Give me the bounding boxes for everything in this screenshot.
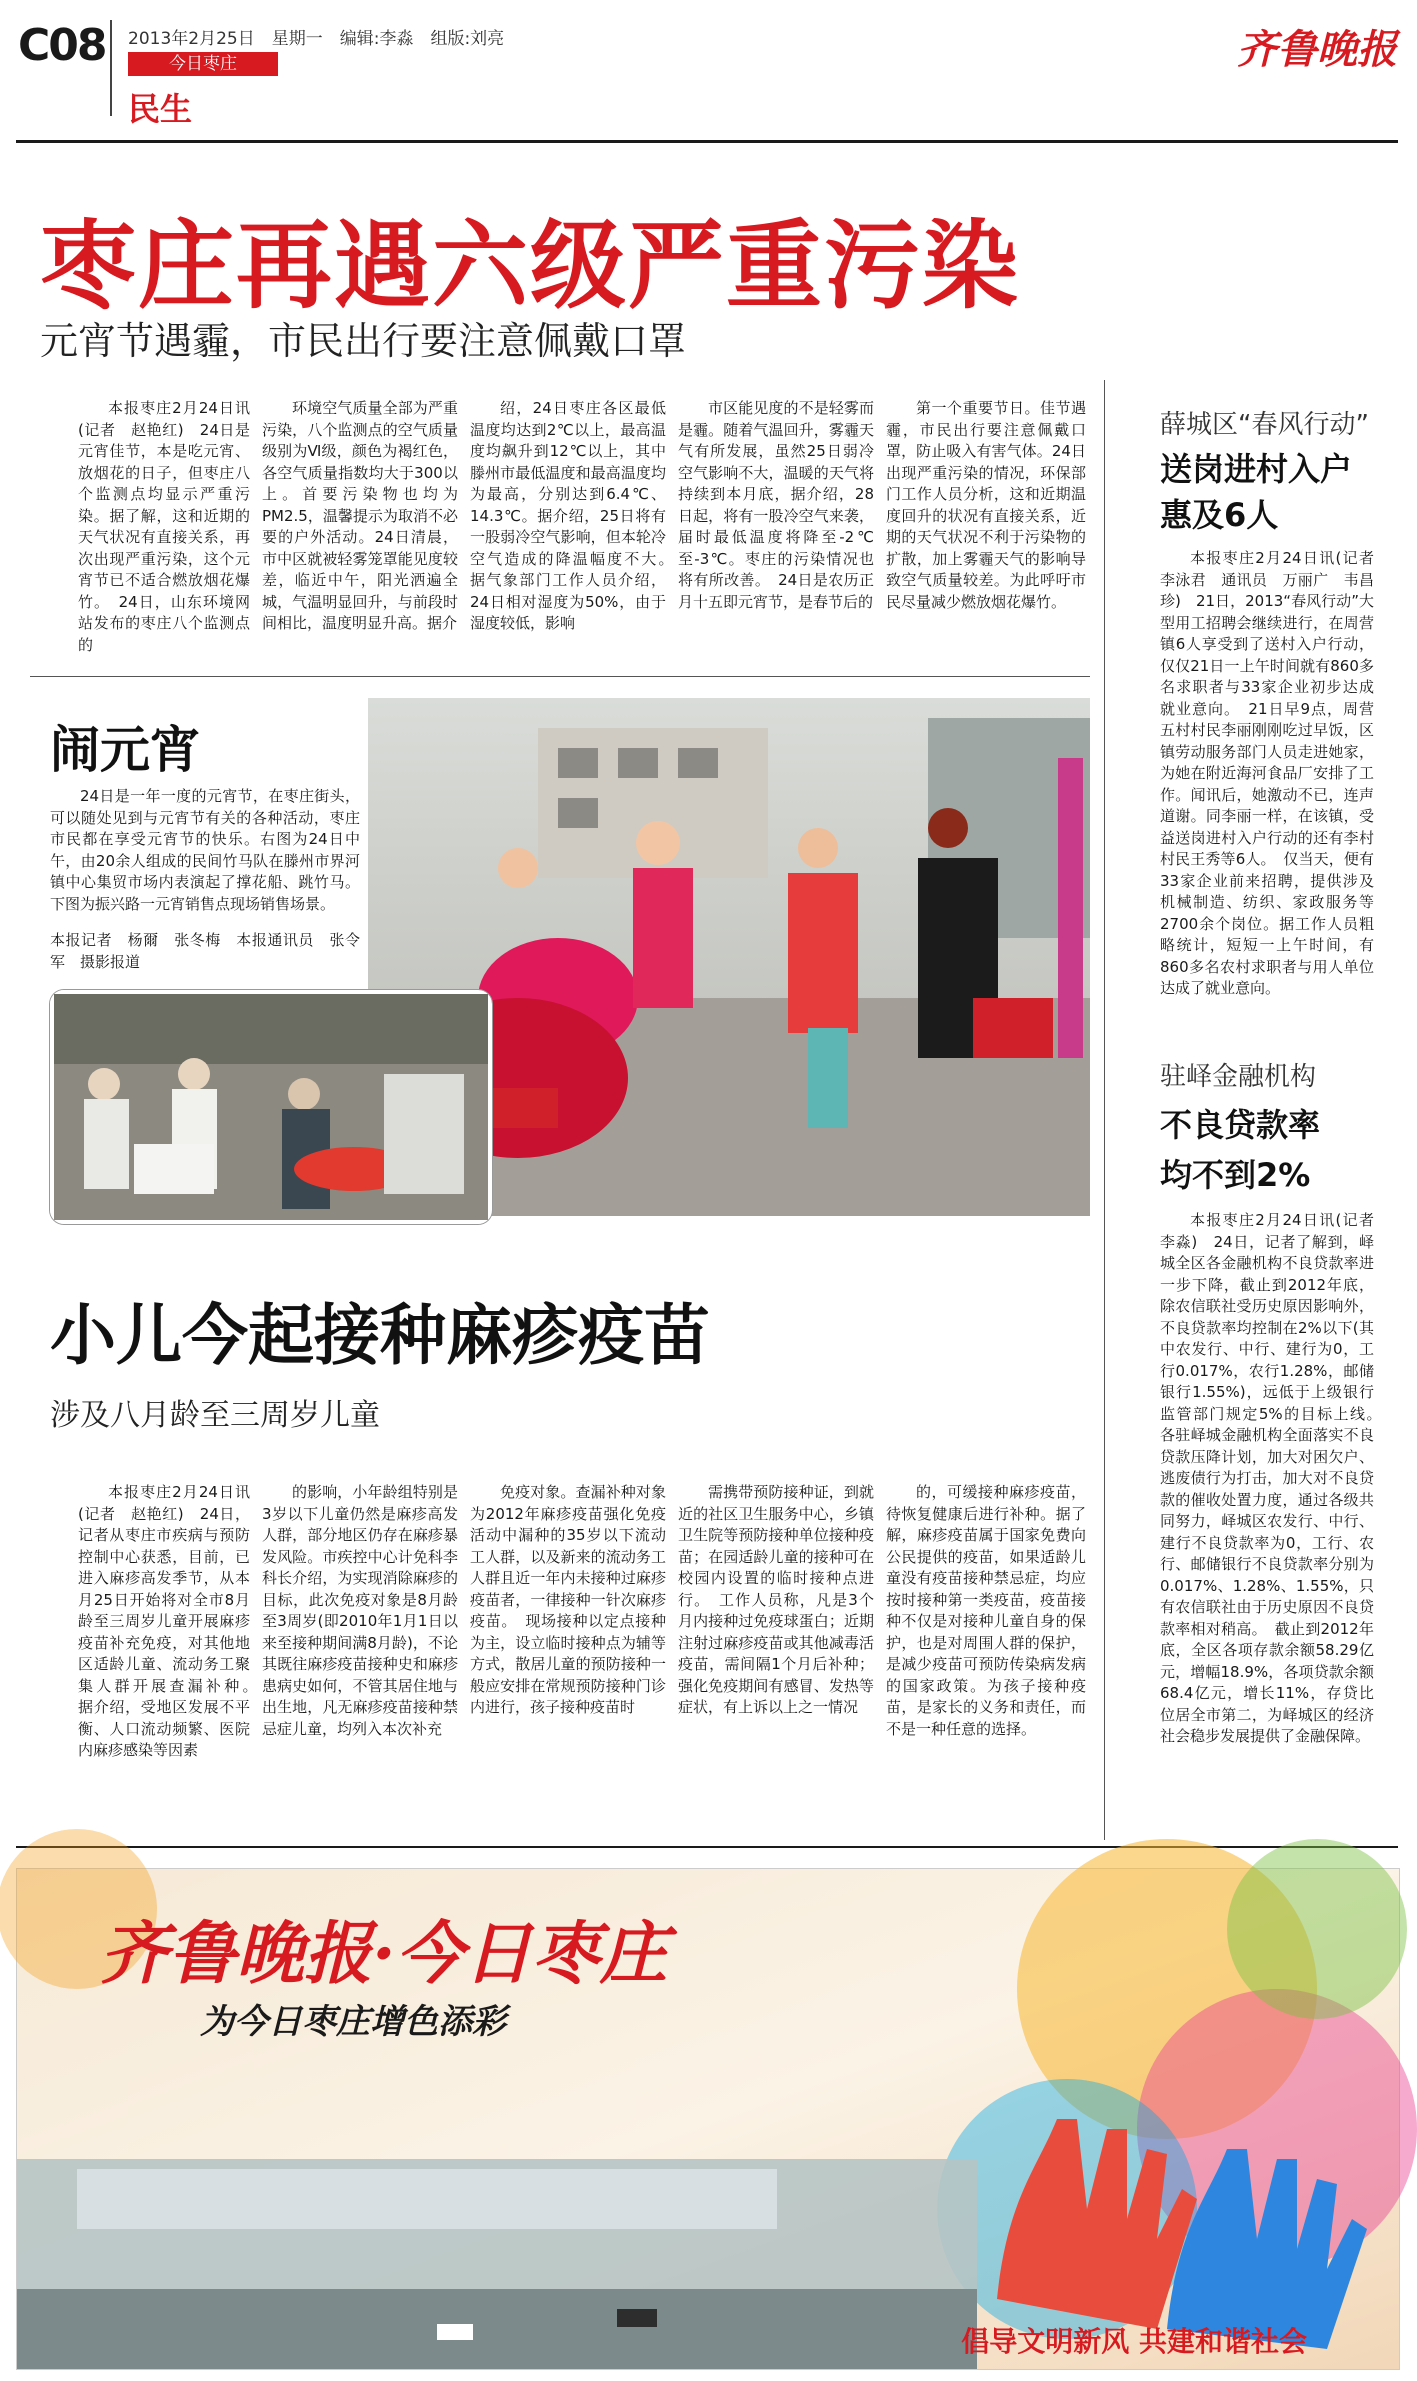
- banner-title: 齐鲁晚报·今日枣庄: [100, 1914, 668, 1994]
- sidebar-divider: [1104, 380, 1105, 1840]
- lead-col-3: 绍，24日枣庄各区最低温度均达到2℃以上，最高温度均飙升到12℃以上，其中滕州市最低温度和最高温度均为最高，分别达到6.4℃、14.3℃。据介绍，25日将有一股弱冷空气影响，但本轮冷空气造成的降温幅度不大。 据气象部门工作人员介绍，24日相对湿度为50%，由于湿度较低，影响: [470, 399, 682, 632]
- lead-subheadline: 元宵节遇霾，市民出行要注意佩戴口罩: [40, 319, 687, 363]
- side1-headline-1: 送岗进村入户: [1160, 450, 1353, 488]
- vaccine-col-4: 需携带预防接种证，到就近的社区卫生服务中心，乡镇卫生院等预防接种单位接种疫苗；在园适龄儿童的接种可在校园内设置的临时接种点进行。 工作人员称，凡是3个月内接种过免疫球蛋白；近期注射过麻疹疫苗或其他减毒活疫苗，需间隔1个月后补种；强化免疫期间有感冒、发热等症状，有上诉以上之一情况: [678, 1483, 874, 1716]
- side1-kicker: 薛城区“春风行动”: [1160, 410, 1369, 440]
- side2-body: 本报枣庄2月24日讯(记者 李淼) 24日，记者了解到，峄城全区各金融机构不良贷款率进一步下降，截止到2012年底，除农信联社受历史原因影响外，不良贷款率均控制在2%以下(其中农发行、中行、建行为0，工行0.017%，农行1.28%，邮储银行1.55%)，远低于上级银行监管部门规定5%的目标上线。 各驻峄城金融机构全面落实不良贷款压降计划，加大对困欠户、逃废债行为打击，加大对不良贷款的催收处置力度，通过各级共同努力，峄城区农发行、中行、建行不良贷款率为0，工行、农行、邮储银行不良贷款率分别为0.017%、1.28%、1.55%，只有农信联社由于历史原因不良贷款率相对稍高。 截止到2012年底，全区各项存款余额58.29亿元，增幅18.9%，各项贷款余额68.4亿元，增长11%，存贷比位居全市第二，为峄城区的经济社会稳步发展提供了金融保障。: [1160, 1211, 1390, 1745]
- side2-kicker: 驻峄金融机构: [1160, 1062, 1317, 1092]
- header-rule: [16, 140, 1398, 143]
- vaccine-col-5: 的，可缓接种麻疹疫苗，待恢复健康后进行补种。据了解，麻疹疫苗属于国家免费向公民提供的疫苗，如果适龄儿童没有疫苗接种禁忌症，均应按时接种第一类疫苗，疫苗接种不仅是对接种儿童自身的保护，也是对周围人群的保护，是减少疫苗可预防传染病发病的国家政策。为孩子接种疫苗，是家长的义务和责任，而不是一种任意的选择。: [886, 1483, 1086, 1738]
- header-divider: [110, 20, 112, 116]
- banner-slogan: 为今日枣庄增色添彩: [200, 2002, 506, 2042]
- masthead-logo: 齐鲁晚报: [1237, 26, 1397, 73]
- vaccine-subheadline: 涉及八月龄至三周岁儿童: [50, 1398, 380, 1433]
- side2-headline-1: 不良贷款率: [1160, 1106, 1321, 1144]
- vaccine-col-2: 的影响，小年龄组特别是3岁以下儿童仍然是麻疹高发人群，部分地区仍存在麻疹暴发风险。市疾控中心计免科李科长介绍，为实现消除麻疹的目标，此次免疫对象是8月龄至3周岁(即2010年1月1日以来至接种期间满8月龄)，不论其既往麻疹疫苗接种史和麻疹患病史如何，不管其居住地与出生地，凡无麻疹疫苗接种禁忌症儿童，均列入本次补充: [262, 1483, 458, 1738]
- section-tag: 今日枣庄: [128, 52, 278, 76]
- lead-col-5: 第一个重要节日。佳节遇霾，市民出行要注意佩戴口罩，防止吸入有害气体。24日出现严重污染的情况，环保部门工作人员分析，这和近期温度回升的状况有直接关系，近期的天气状况不利于污染物的扩散，加上雾霾天气的影响导致空气质量较差。为此呼吁市民尽量减少燃放烟花爆竹。: [886, 399, 1086, 611]
- date-line: 2013年2月25日 星期一 编辑:李淼 组版:刘亮: [128, 29, 505, 49]
- section-divider: [30, 676, 1090, 677]
- side1-body: 本报枣庄2月24日讯(记者 李泳君 通讯员 万丽广 韦昌珍) 21日，2013“春风行动”大型用工招聘会继续进行，在周营镇6人享受到了送村入户行动，仅仅21日一上午时间就有860多名求职者与33家企业初步达成就业意向。 21日早9点，周营五村村民李丽刚刚吃过早饭，区镇劳动服务部门人员走进她家，为她在附近海河食品厂安排了工作。闻讯后，她激动不已，连声道谢。同李丽一样，在该镇，受益送岗进村入户行动的还有李村村民王秀等6人。 仅当天，便有33家企业前来招聘，提供涉及机械制造、纺织、家政服务等2700余个岗位。据工作人员粗略统计，短短一上午时间，有860多名农村求职者与用人单位达成了就业意向。: [1160, 549, 1390, 997]
- vaccine-headline: 小儿今起接种麻疹疫苗: [50, 1297, 710, 1374]
- lead-col-4: 市区能见度的不是轻雾而是霾。随着气温回升，雾霾天气有所发展，虽然25日弱冷空气影响不大，温暖的天气将持续到本月底，据介绍，28日起，将有一股冷空气来袭，届时最低温度将降至-2℃至-3℃。枣庄的污染情况也将有所改善。 24日是农历正月十五即元宵节，是春节后的: [678, 399, 874, 611]
- banner-footer: 倡导文明新风 共建和谐社会: [961, 2325, 1307, 2358]
- page-number: C08: [18, 20, 106, 71]
- lantern-body: 24日是一年一度的元宵节，在枣庄街头，可以随处见到与元宵节有关的各种活动，枣庄市民都在享受元宵节的快乐。右图为24日中午，由20余人组成的民间竹马队在滕州市界河镇中心集贸市场内表演起了撑花船、跳竹马。下图为振兴路一元宵销售点现场销售场景。: [50, 787, 360, 913]
- lantern-headline: 闹元宵: [50, 721, 200, 779]
- market-photo: [50, 990, 492, 1224]
- vaccine-col-1: 本报枣庄2月24日讯(记者 赵艳红) 24日，记者从枣庄市疾病与预防控制中心获悉，目前，已进入麻疹高发季节，从本月25日开始将对全市8月龄至三周岁儿童开展麻疹疫苗补充免疫，对其他地区适龄儿童、流动务工聚集人群开展查漏补种。 据介绍，受地区发展不平衡、人口流动频繁、医院内麻疹感染等因素: [78, 1483, 266, 1759]
- side2-headline-2: 均不到2%: [1160, 1156, 1311, 1194]
- lantern-credit: 本报记者 杨爾 张冬梅 本报通讯员 张令军 摄影报道: [50, 931, 360, 971]
- section-name: 民生: [128, 90, 193, 128]
- lead-headline: 枣庄再遇六级严重污染: [40, 210, 1020, 322]
- vaccine-col-3: 免疫对象。查漏补种对象为2012年麻疹疫苗强化免疫活动中漏种的35岁以下流动工人群，以及新来的流动务工人群且近一年内未接种过麻疹疫苗者，一律接种一针次麻疹疫苗。 现场接种以定点接种为主，设立临时接种点为辅等方式，散居儿童的预防接种一般应安排在常规预防接种门诊内进行，孩子接种疫苗时: [470, 1483, 666, 1716]
- side1-headline-2: 惠及6人: [1160, 496, 1279, 534]
- lead-col-2: 环境空气质量全部为严重污染，八个监测点的空气质量级别为Ⅵ级，颜色为褐红色，各空气质量指数均大于300以上。首要污染物也均为PM2.5，温馨提示为取消不必要的户外活动。24日清晨，市中区就被轻雾笼罩能见度较差，临近中午，阳光洒遍全城，气温明显回升，与前段时间相比，温度明显升高。据介: [262, 399, 458, 632]
- lead-col-1: 本报枣庄2月24日讯(记者 赵艳红) 24日是元宵佳节，本是吃元宵、放烟花的日子，但枣庄八个监测点均显示严重污染。据了解，这和近期的天气状况有直接关系，再次出现严重污染，这个元宵节已不适合燃放烟花爆竹。 24日，山东环境网站发布的枣庄八个监测点的: [78, 399, 250, 654]
